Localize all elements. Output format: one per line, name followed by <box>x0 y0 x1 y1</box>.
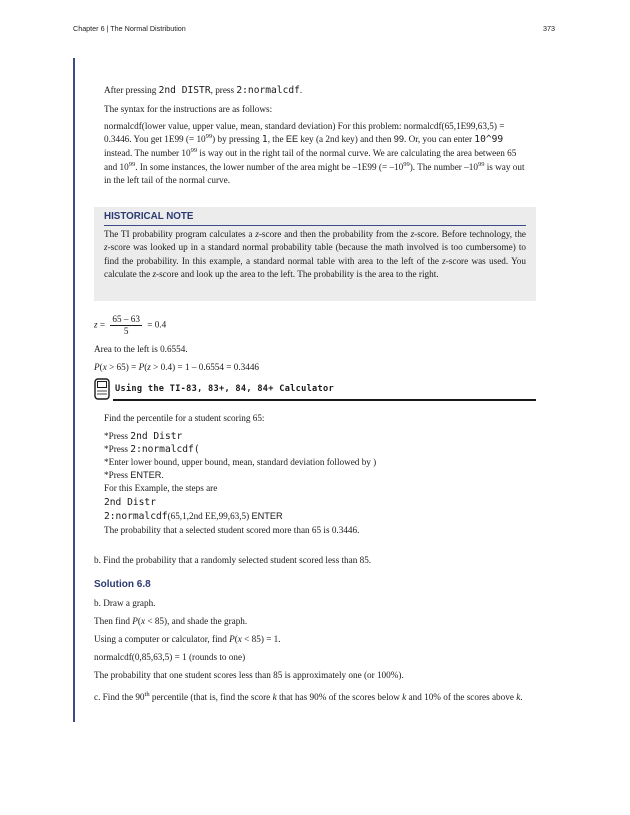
historical-note-title: HISTORICAL NOTE <box>104 210 526 226</box>
solution-draw-graph: b. Draw a graph. <box>94 598 156 608</box>
area-left-line: Area to the left is 0.6554. <box>94 344 188 354</box>
find-percentile-line: Find the percentile for a student scoring 65: <box>104 413 265 423</box>
calculator-icon <box>94 378 110 400</box>
historical-note-box <box>94 207 536 301</box>
chapter-header: Chapter 6 | The Normal Distribution <box>73 24 186 33</box>
step-press-normalcdf: *Press 2:normalcdf( <box>104 444 200 455</box>
step-press-distr: *Press 2nd Distr <box>104 431 183 442</box>
page-number: 373 <box>543 24 555 33</box>
calculator-section-title: Using the TI-83, 83+, 84, 84+ Calculator <box>115 384 334 394</box>
key-2nd-distr: 2nd DISTR <box>158 85 211 96</box>
solution-find-p: Then find P(x < 85), and shade the graph. <box>94 616 248 626</box>
key-normalcdf: 2:normalcdf <box>236 85 300 96</box>
left-accent-bar <box>73 58 75 722</box>
step-2nd-distr: 2nd Distr <box>104 497 156 508</box>
z-score-formula: z = $\frac{65 - 63}{5}$ = 0.4 <box>94 314 167 337</box>
syntax-line: The syntax for the instructions are as follows: <box>104 104 273 114</box>
calculator-rule <box>113 399 536 401</box>
intro-after-pressing: After pressing 2nd DISTR, press 2:normalcdf. <box>104 85 303 96</box>
calculator-probability: The probability that a selected student scored more than 65 is 0.3446. <box>104 525 360 535</box>
z-fraction <box>110 314 142 337</box>
z-denominator: 5 <box>123 326 129 337</box>
solution-title: Solution 6.8 <box>94 579 151 590</box>
z-numerator: 65 – 63 <box>110 314 142 326</box>
step-press-enter: *Press ENTER. <box>104 470 164 480</box>
part-c-question: c. Find the 90th percentile (that is, find the score k that has 90% of the scores below k and 10% of the scores above k. <box>94 690 523 702</box>
probability-line: P(x > 65) = P(z > 0.4) = 1 – 0.6554 = 0.3446 <box>94 362 260 372</box>
normalcdf-paragraph: normalcdf(lower value, upper value, mean, standard deviation) For this problem: normalcdf(65,1E99,63,5) = 0.3446. You get 1E99 (= $10^{99}$) by pressing 1, the EE key (a 2nd key) and then 99. Or, you can enter 10^99 instead. The number $10^{99}$ is way out in the right tail of the normal curve. We are calculating the area between 65 and $10^{99}$. In some instances, the lower number of the area might be –1E99 (= $-10^{99}$). The number $-10^{99}$ is way out in the left tail of the normal curve. <box>104 121 525 185</box>
historical-note-body: The TI probability program calculates a z-score and then the probability from the z-score. Before technology, the z-score was looked up in a standard normal probability table (because the math involved is too cumbersome) to find the probability. In this example, a standard normal table with area to the left of the z-score was used. You calculate the z-score and look up the area to the left. The probability is the area to the right. <box>104 229 527 280</box>
step-enter-bounds: *Enter lower bound, upper bound, mean, standard deviation followed by ) <box>104 457 377 467</box>
solution-probability: The probability that one student scores less than 85 is approximately one (or 100%). <box>94 670 404 680</box>
solution-using-calculator: Using a computer or calculator, find P(x < 85) = 1. <box>94 634 281 644</box>
solution-normalcdf: normalcdf(0,85,63,5) = 1 (rounds to one) <box>94 652 246 662</box>
part-b-question: b. Find the probability that a randomly selected student scored less than 85. <box>94 555 372 565</box>
step-normalcdf-args: 2:normalcdf(65,1,2nd EE,99,63,5) ENTER <box>104 511 283 522</box>
for-example-line: For this Example, the steps are <box>104 483 218 493</box>
